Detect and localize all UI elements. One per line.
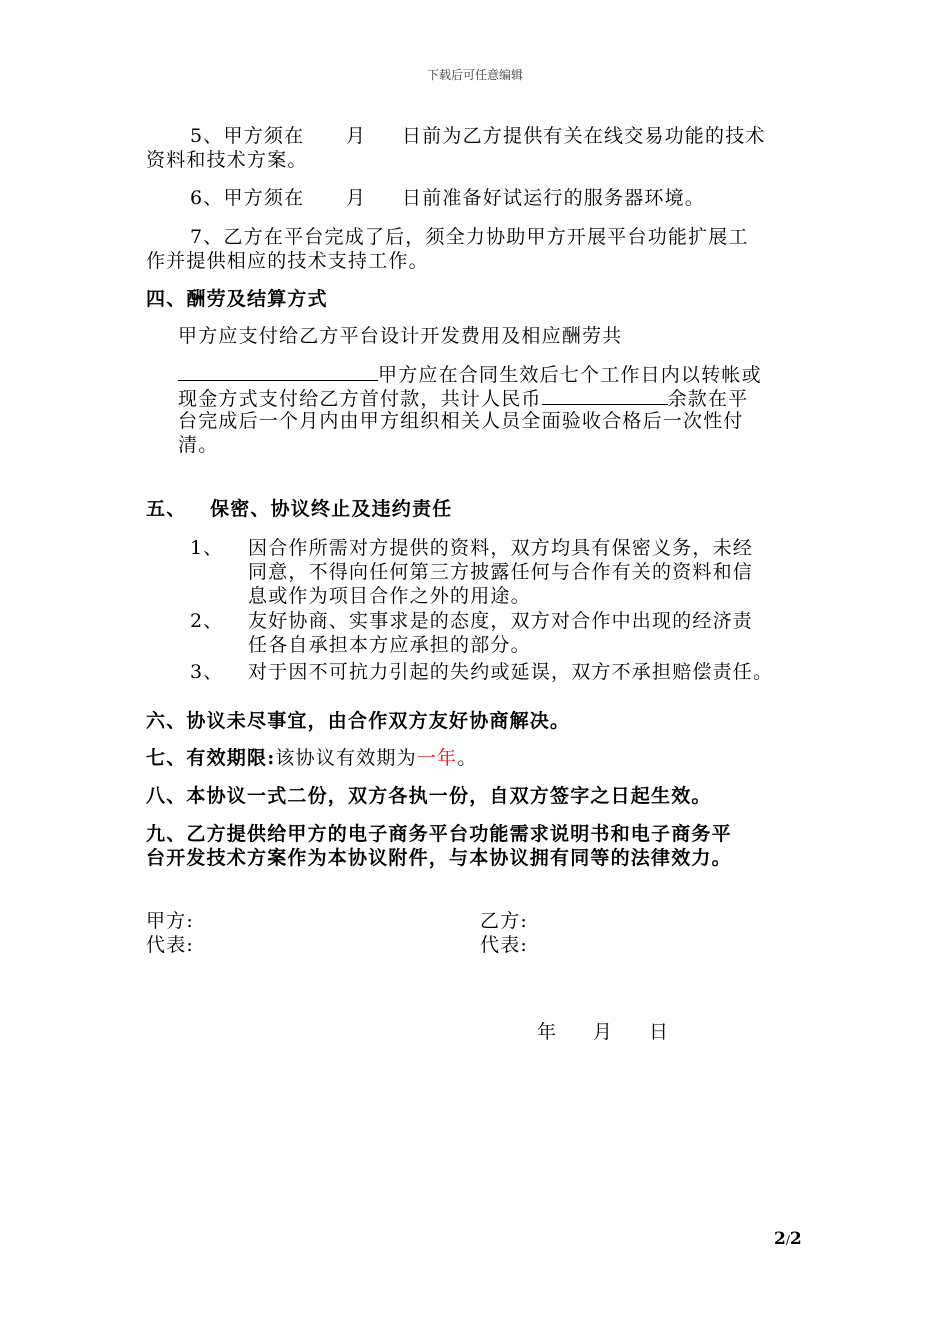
party-b-rep-label: 代表: (480, 934, 529, 956)
party-a-rep-label: 代表: (146, 934, 195, 956)
down-payment-blank (542, 385, 668, 405)
clause3-item7-line2: 作并提供相应的技术支持工作。 (146, 250, 429, 272)
clause4-line3-text: 现金方式支付给乙方首付款，共计人民币 (178, 388, 542, 410)
clause4-heading: 四、酬劳及结算方式 (146, 288, 328, 310)
clause3-item5-month: 月 (346, 125, 367, 147)
clause4-line3 (178, 385, 748, 411)
clause7-text-after: 。 (457, 747, 478, 769)
clause3-item6-prefix: 6、甲方须在 (190, 187, 305, 209)
clause5-item1-num: 1、 (190, 537, 224, 559)
clause5-item1-line1: 因合作所需对方提供的资料，双方均具有保密义务，未经 (248, 537, 754, 559)
clause4-line4: 台完成后一个月内由甲方组织相关人员全面验收合格后一次性付 (178, 410, 744, 432)
page-number (774, 1229, 802, 1249)
clause5-heading-num: 五、 (146, 498, 187, 520)
date-year: 年 (537, 1021, 558, 1043)
clause5-item1-line3: 息或作为项目合作之外的用途。 (248, 585, 531, 607)
clause4-line5: 清。 (178, 434, 219, 456)
page-separator: / (785, 1233, 790, 1247)
clause8: 八、本协议一式二份，双方各执一份，自双方签字之日起生效。 (146, 785, 712, 807)
clause7-label: 七、有效期限: (146, 747, 276, 769)
page-current: 2 (774, 1229, 786, 1249)
clause3-item5-prefix: 5、甲方须在 (190, 125, 305, 147)
party-a-label: 甲方: (146, 910, 195, 932)
clause5-item1-line2: 同意，不得向任何第三方披露任何与合作有关的资料和信 (248, 561, 754, 583)
clause7-highlight: 一年 (416, 747, 458, 769)
clause9-line1: 九、乙方提供给甲方的电子商务平台功能需求说明书和电子商务平 (146, 823, 732, 845)
clause3-item7-line1: 7、乙方在平台完成了后，须全力协助甲方开展平台功能扩展工 (190, 226, 749, 248)
clause4-line2 (178, 361, 762, 387)
clause3-item5-line2: 资料和技术方案。 (146, 149, 308, 171)
clause5-item3-num: 3、 (190, 661, 224, 683)
date-month: 月 (593, 1021, 614, 1043)
clause3-item6-day: 日前准备好试运行的服务器环境。 (402, 187, 706, 209)
amount-blank (178, 361, 378, 381)
clause3-item6-month: 月 (346, 187, 367, 209)
page-header: 下载后可任意编辑 (426, 68, 523, 82)
party-b-label: 乙方: (480, 910, 529, 932)
clause5-item2-num: 2、 (190, 610, 224, 632)
clause4-line3-tail: 余款在平 (667, 388, 749, 410)
clause9-line2: 台开发技术方案作为本协议附件，与本协议拥有同等的法律效力。 (146, 847, 732, 869)
clause6: 六、协议未尽事宜，由合作双方友好协商解决。 (146, 710, 571, 732)
clause4-line1: 甲方应支付给乙方平台设计开发费用及相应酬劳共 (178, 325, 623, 347)
clause7 (146, 746, 477, 770)
clause4-line2-text: 甲方应在合同生效后七个工作日内以转帐或 (378, 364, 762, 386)
clause5-item3-line1: 对于因不可抗力引起的失约或延误，双方不承担赔偿责任。 (248, 661, 774, 683)
clause3-item5-day: 日前为乙方提供有关在线交易功能的技术 (402, 125, 766, 147)
date-day: 日 (649, 1021, 670, 1043)
clause5-heading-text: 保密、协议终止及违约责任 (210, 498, 453, 520)
page-total: 2 (789, 1229, 802, 1249)
clause5-item2-line2: 任各自承担本方应承担的部分。 (248, 634, 531, 656)
clause5-item2-line1: 友好协商、实事求是的态度，双方对合作中出现的经济责 (248, 610, 754, 632)
clause7-text-before: 该协议有效期为 (275, 747, 417, 769)
